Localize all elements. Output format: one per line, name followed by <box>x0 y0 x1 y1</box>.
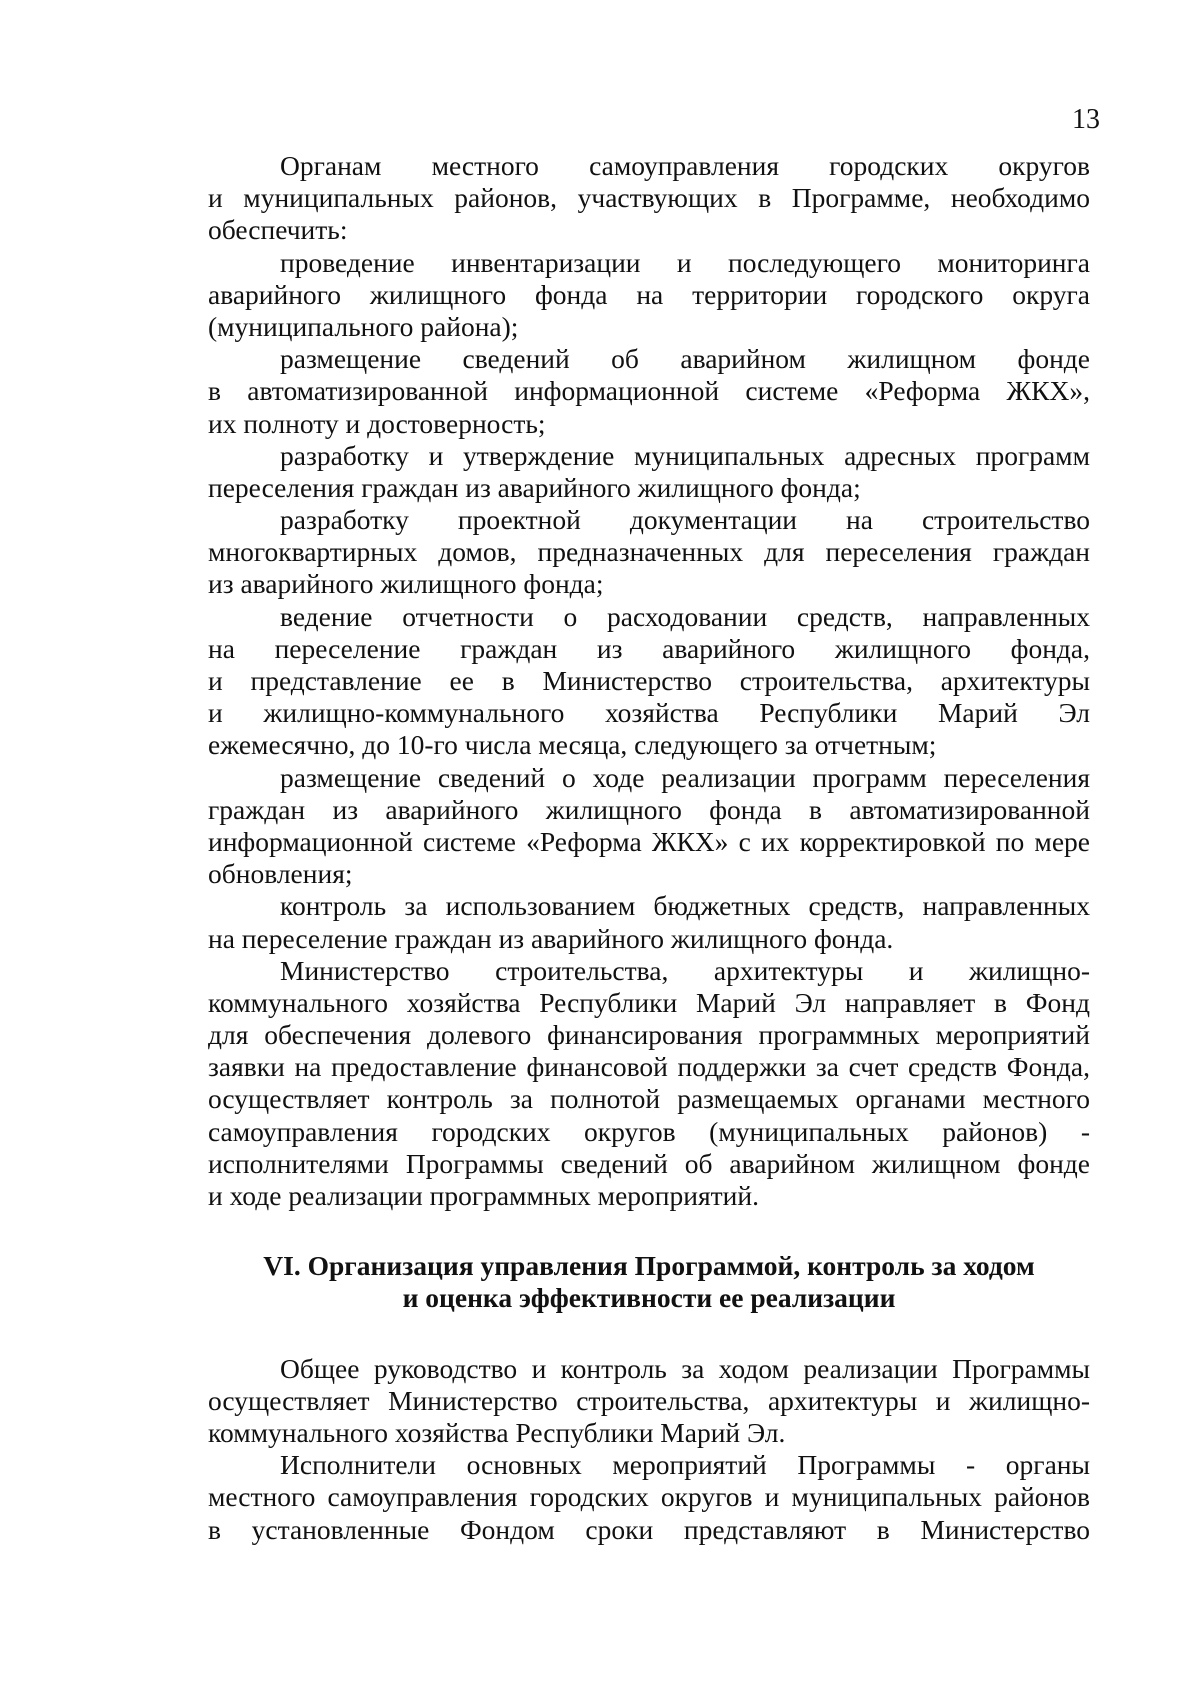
text-line: информационной системе «Реформа ЖКХ» с их корректировкой по мере <box>208 825 1090 857</box>
text-line: ежемесячно, до 10-го числа месяца, следующего за отчетным; <box>208 729 937 761</box>
text-line: в установленные Фондом сроки представляют в Министерство <box>208 1513 1090 1545</box>
text-line: и жилищно-коммунального хозяйства Республики Марий Эл <box>208 697 1090 729</box>
text-line: осуществляет контроль за полнотой размещаемых органами местного <box>208 1083 1090 1115</box>
text-line: и муниципальных районов, участвующих в Программе, необходимо <box>208 182 1090 214</box>
text-line: обновления; <box>208 858 353 890</box>
paragraph <box>208 150 1090 247</box>
text-line: заявки на предоставление финансовой поддержки за счет средств Фонда, <box>208 1051 1090 1083</box>
text-line: на переселение граждан из аварийного жилищного фонда, <box>208 632 1090 664</box>
spacer <box>208 1315 1090 1353</box>
heading-line: и оценка эффективности ее реализации <box>402 1282 896 1314</box>
heading-line: VI. Организация управления Программой, контроль за ходом <box>263 1250 1035 1282</box>
paragraph <box>208 601 1090 762</box>
text-line: граждан из аварийного жилищного фонда в автоматизированной <box>208 793 1090 825</box>
text-line: на переселение граждан из аварийного жилищного фонда. <box>208 922 894 954</box>
text-line: разработку проектной документации на строительство <box>280 504 1090 536</box>
text-line: контроль за использованием бюджетных средств, направленных <box>280 890 1090 922</box>
text-line: в автоматизированной информационной системе «Реформа ЖКХ», <box>208 375 1090 407</box>
text-line: размещение сведений об аварийном жилищном фонде <box>280 343 1090 375</box>
document-body <box>208 150 1090 1546</box>
text-line: коммунального хозяйства Республики Марий Эл. <box>208 1416 786 1448</box>
text-line: их полноту и достоверность; <box>208 407 546 439</box>
text-line: исполнителями Программы сведений об аварийном жилищном фонде <box>208 1147 1090 1179</box>
text-line: обеспечить: <box>208 214 348 246</box>
text-line: и представление ее в Министерство строительства, архитектуры <box>208 665 1090 696</box>
text-line: и ходе реализации программных мероприятий. <box>208 1180 759 1211</box>
paragraph <box>208 1353 1090 1450</box>
text-line: Общее руководство и контроль за ходом реализации Программы <box>280 1352 1090 1384</box>
text-line: из аварийного жилищного фонда; <box>208 568 604 600</box>
text-line: самоуправления городских округов (муниципальных районов) - <box>208 1115 1090 1147</box>
paragraph <box>208 1449 1090 1546</box>
page-number: 13 <box>1072 104 1100 135</box>
paragraph <box>208 890 1090 954</box>
text-line: коммунального хозяйства Республики Марий Эл направляет в Фонд <box>208 986 1090 1018</box>
text-line: ведение отчетности о расходовании средств, направленных <box>280 600 1090 632</box>
text-line: Исполнители основных мероприятий Программы - органы <box>280 1449 1090 1481</box>
paragraph <box>208 440 1090 504</box>
text-line: разработку и утверждение муниципальных адресных программ <box>280 439 1090 471</box>
text-line: Органам местного самоуправления городских округов <box>280 150 1090 181</box>
text-line: местного самоуправления городских округов и муниципальных районов <box>208 1481 1090 1513</box>
text-line: аварийного жилищного фонда на территории городского округа <box>208 278 1090 310</box>
text-line: (муниципального района); <box>208 310 519 342</box>
text-line: проведение инвентаризации и последующего мониторинга <box>280 246 1090 278</box>
text-line: для обеспечения долевого финансирования программных мероприятий <box>208 1019 1090 1051</box>
text-line: размещение сведений о ходе реализации программ переселения <box>280 761 1090 793</box>
paragraph <box>208 955 1090 1213</box>
paragraph <box>208 762 1090 891</box>
spacer <box>208 1212 1090 1250</box>
section-heading <box>208 1250 1090 1314</box>
text-line: Министерство строительства, архитектуры и жилищно- <box>280 954 1090 986</box>
text-line: осуществляет Министерство строительства, архитектуры и жилищно- <box>208 1384 1090 1416</box>
paragraph <box>208 504 1090 601</box>
paragraph <box>208 247 1090 344</box>
text-line: многоквартирных домов, предназначенных для переселения граждан <box>208 536 1090 568</box>
paragraph <box>208 343 1090 440</box>
text-line: переселения граждан из аварийного жилищного фонда; <box>208 471 861 503</box>
